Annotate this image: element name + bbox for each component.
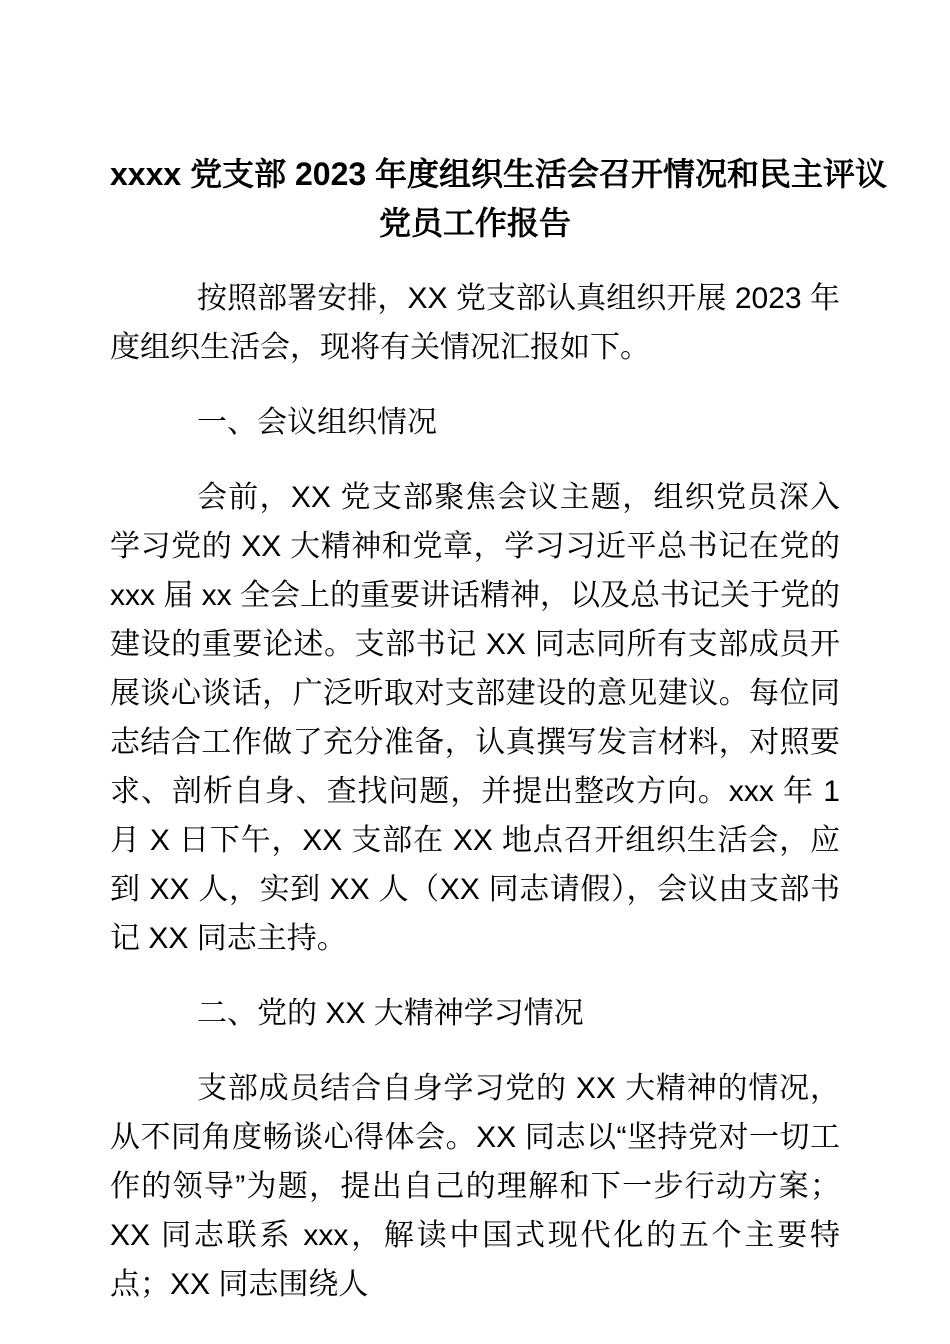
document-body [110, 274, 840, 1309]
document-title-line-1: xxxx 党支部 2023 年度组织生活会召开情况和民主评议 [110, 156, 888, 192]
document-title-line-2: 党员工作报告 [378, 205, 571, 241]
document-title [110, 150, 888, 248]
section-heading: 二、党的 XX 大精神学习情况 [197, 997, 584, 1030]
body-paragraph: 支部成员结合自身学习党的 XX 大精神的情况，从不同角度畅谈心得体会。XX 同志以“坚持党对一切工作的领导”为题，提出自己的理解和下一步行动方案；XX 同志联系 xxx，解读中国式现代化的五个主要特点；XX 同志围绕人 [110, 1072, 840, 1301]
body-paragraph: 按照部署安排，XX 党支部认真组织开展 2023 年度组织生活会，现将有关情况汇报如下。 [110, 282, 840, 364]
section-heading: 一、会议组织情况 [197, 406, 437, 439]
body-paragraph: 会前，XX 党支部聚焦会议主题，组织党员深入学习党的 XX 大精神和党章，学习习近平总书记在党的 xxx 届 xx 全会上的重要讲话精神，以及总书记关于党的建设的重要论述。支部书记 XX 同志同所有支部成员开展谈心谈话，广泛听取对支部建设的意见建议。每位同志结合工作做了充分准备，认真撰写发言材料，对照要求、剖析自身、查找问题，并提出整改方向。xxx 年 1 月 X 日下午，XX 支部在 XX 地点召开组织生活会，应到 XX 人，实到 XX 人（XX 同志请假），会议由支部书记 XX 同志主持。 [110, 481, 841, 955]
